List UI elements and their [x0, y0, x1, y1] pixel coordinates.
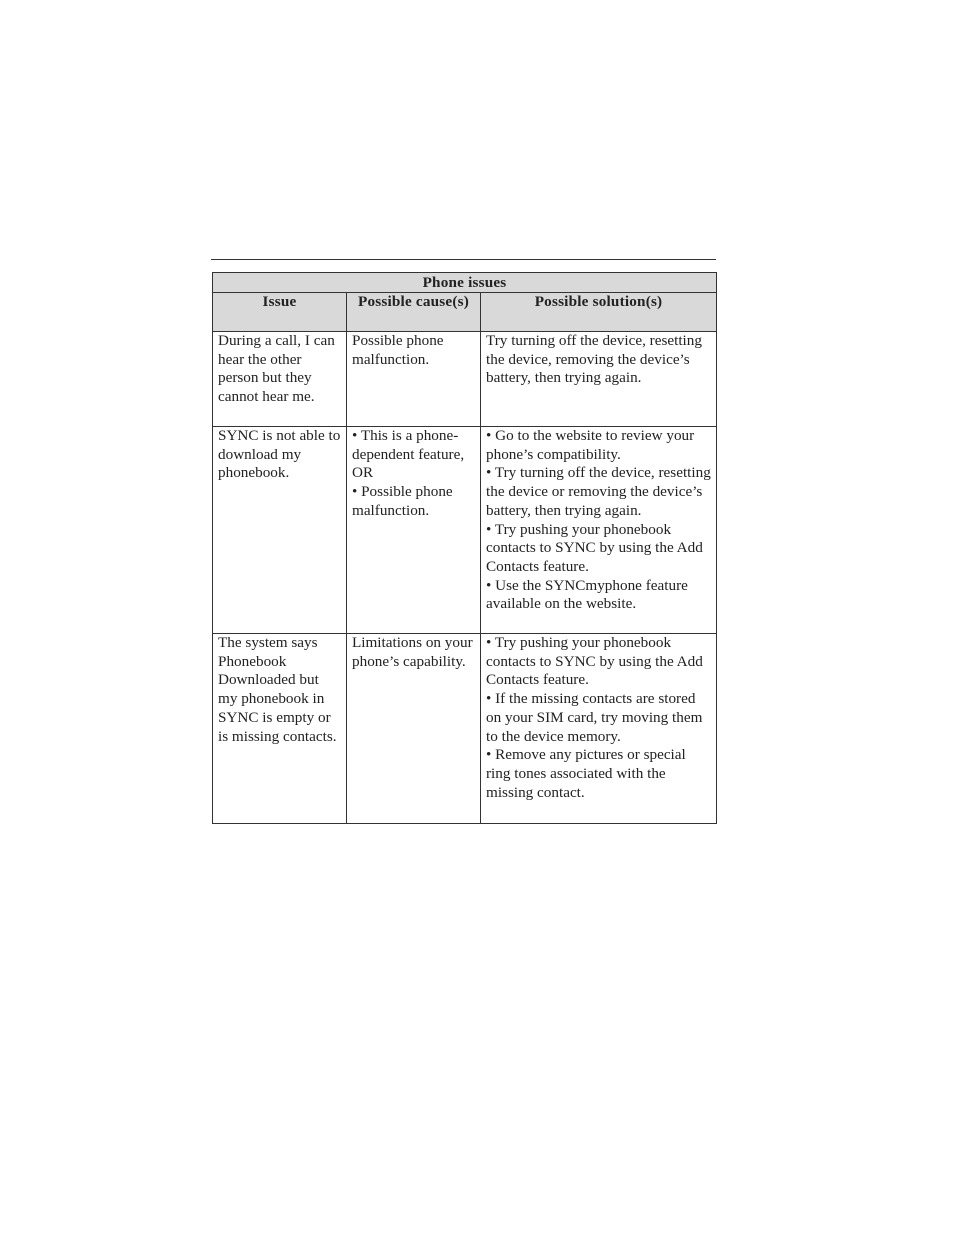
phone-issues-table	[212, 272, 717, 824]
table-row	[213, 427, 717, 634]
solution-item: • Remove any pictures or special ring tones associated with the missing contact.	[486, 746, 686, 801]
cause-item: Possible phone malfunction.	[352, 332, 444, 368]
solution-item: • Try pushing your phonebook contacts to SYNC by using the Add Contacts feature.	[486, 520, 703, 575]
cause-item: • Possible phone malfunction.	[352, 483, 453, 519]
issue-cell: During a call, I can hear the other person but they cannot hear me.	[213, 332, 347, 427]
cause-cell	[347, 427, 481, 634]
table-title: Phone issues	[213, 273, 717, 293]
table-row	[213, 332, 717, 427]
solution-item: • If the missing contacts are stored on your SIM card, try moving them to the device memory.	[486, 690, 703, 745]
cause-item: • This is a phone-dependent feature, OR	[352, 427, 465, 482]
issue-cell: The system says Phonebook Downloaded but my phonebook in SYNC is empty or is missing contacts.	[213, 634, 347, 824]
solution-cell	[481, 332, 717, 427]
solution-item: • Use the SYNCmyphone feature available on the website.	[486, 576, 688, 613]
column-header-causes: Possible cause(s)	[347, 293, 481, 332]
cause-cell	[347, 332, 481, 427]
table-header-row	[213, 293, 717, 332]
cause-cell	[347, 634, 481, 824]
table-row	[213, 634, 717, 824]
column-header-solutions: Possible solution(s)	[481, 293, 717, 332]
table-title-row	[213, 273, 717, 293]
header-rule	[211, 259, 716, 260]
solution-item: • Try pushing your phonebook contacts to SYNC by using the Add Contacts feature.	[486, 634, 703, 689]
solution-item: • Try turning off the device, resetting the device or removing the device’s battery, then trying again.	[486, 464, 711, 519]
solution-cell	[481, 427, 717, 634]
column-header-issue: Issue	[213, 293, 347, 332]
solution-cell	[481, 634, 717, 824]
solution-item: Try turning off the device, resetting the device, removing the device’s battery, then trying again.	[486, 332, 702, 387]
issue-cell: SYNC is not able to download my phonebook.	[213, 427, 347, 634]
solution-item: • Go to the website to review your phone’s compatibility.	[486, 427, 695, 463]
cause-item: Limitations on your phone’s capability.	[352, 634, 473, 670]
